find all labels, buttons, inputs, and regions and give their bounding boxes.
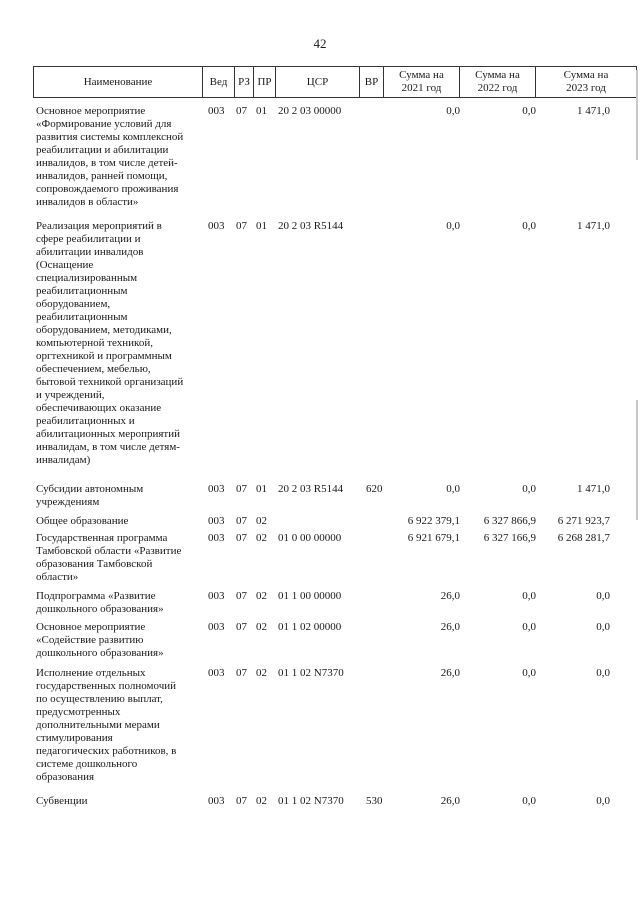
row-sum-2021: 26,0 [440, 590, 460, 602]
row-pr: 02 [256, 667, 267, 679]
row-sum-2021: 0,0 [446, 220, 460, 232]
row-ved: 003 [208, 621, 225, 633]
row-sum-2022: 0,0 [522, 795, 536, 807]
row-sum-2022: 0,0 [522, 621, 536, 633]
row-sum-2021: 6 922 379,1 [407, 515, 460, 527]
row-name: Основное мероприятие «Содействие развитию дошкольного образования» [36, 621, 164, 659]
row-csr: 01 1 02 N7370 [278, 795, 344, 807]
row-pr: 01 [256, 483, 267, 495]
row-vr: 530 [366, 795, 383, 807]
row-sum-2023: 0,0 [596, 621, 610, 633]
row-ved: 003 [208, 667, 225, 679]
row-pr: 02 [256, 621, 267, 633]
row-rz: 07 [236, 515, 247, 527]
row-sum-2023: 6 271 923,7 [557, 515, 610, 527]
row-ved: 003 [208, 795, 225, 807]
row-pr: 02 [256, 590, 267, 602]
row-ved: 003 [208, 590, 225, 602]
row-rz: 07 [236, 483, 247, 495]
row-sum-2023: 0,0 [596, 795, 610, 807]
row-sum-2022: 0,0 [522, 667, 536, 679]
row-sum-2021: 6 921 679,1 [407, 532, 460, 544]
header-ved: Вед [202, 67, 234, 97]
row-name: Исполнение отдельных государственных полномочий по осуществлению выплат, предусмотренных дополнительными мерами стимулирования педагогических работников, в системе дошкольного образования [36, 667, 177, 783]
row-sum-2023: 1 471,0 [577, 105, 610, 117]
header-pr: ПР [253, 67, 275, 97]
row-pr: 02 [256, 532, 267, 544]
page-number: 42 [313, 36, 327, 51]
row-sum-2022: 0,0 [522, 483, 536, 495]
row-sum-2021: 0,0 [446, 105, 460, 117]
row-sum-2022: 0,0 [522, 590, 536, 602]
row-sum-2023: 1 471,0 [577, 483, 610, 495]
row-pr: 02 [256, 795, 267, 807]
header-sum-2021: Сумма на 2021 год [383, 67, 459, 97]
row-rz: 07 [236, 590, 247, 602]
row-csr: 20 2 03 R5144 [278, 483, 344, 495]
row-rz: 07 [236, 795, 247, 807]
row-rz: 07 [236, 621, 247, 633]
header-sum-2022: Сумма на 2022 год [459, 67, 535, 97]
row-sum-2021: 26,0 [440, 667, 460, 679]
scan-edge-mark [636, 400, 638, 520]
row-name: Общее образование [36, 515, 129, 527]
row-sum-2021: 26,0 [440, 621, 460, 633]
header-csr: ЦСР [275, 67, 359, 97]
header-rz: РЗ [234, 67, 253, 97]
row-ved: 003 [208, 483, 225, 495]
header-sum-2023: Сумма на 2023 год [535, 67, 636, 97]
row-sum-2021: 0,0 [446, 483, 460, 495]
row-sum-2023: 0,0 [596, 667, 610, 679]
row-name: Субсидии автономным учреждениям [36, 483, 144, 508]
row-csr: 01 1 00 00000 [278, 590, 342, 602]
row-pr: 01 [256, 220, 267, 232]
row-rz: 07 [236, 105, 247, 117]
row-csr: 20 2 03 00000 [278, 105, 342, 117]
row-csr: 01 1 02 N7370 [278, 667, 344, 679]
row-name: Реализация мероприятий в сфере реабилитации и абилитации инвалидов (Оснащение специализированным реабилитационным оборудованием, реабилитационным оборудованием, методиками, компьютерной техникой, оргтехникой и программным обеспечением, мебелью, бытовой техникой организаций и учреждений, обеспечивающих оказание реабилитационных и абилитационных мероприятий инвалидам, в том числе детям- инвалидам) [36, 220, 184, 466]
row-ved: 003 [208, 220, 225, 232]
row-sum-2023: 6 268 281,7 [557, 532, 610, 544]
row-sum-2023: 0,0 [596, 590, 610, 602]
row-name: Подпрограмма «Развитие дошкольного образования» [36, 590, 164, 615]
row-ved: 003 [208, 532, 225, 544]
row-sum-2022: 6 327 166,9 [483, 532, 536, 544]
row-name: Субвенции [36, 795, 88, 807]
scan-edge-mark [636, 70, 638, 160]
row-sum-2023: 1 471,0 [577, 220, 610, 232]
row-rz: 07 [236, 220, 247, 232]
row-vr: 620 [366, 483, 383, 495]
row-rz: 07 [236, 532, 247, 544]
row-sum-2022: 0,0 [522, 220, 536, 232]
row-ved: 003 [208, 515, 225, 527]
row-sum-2021: 26,0 [440, 795, 460, 807]
row-ved: 003 [208, 105, 225, 117]
row-sum-2022: 0,0 [522, 105, 536, 117]
row-rz: 07 [236, 667, 247, 679]
row-csr: 01 1 02 00000 [278, 621, 342, 633]
row-pr: 01 [256, 105, 267, 117]
row-csr: 01 0 00 00000 [278, 532, 342, 544]
row-pr: 02 [256, 515, 267, 527]
header-name: Наименование [83, 75, 153, 88]
row-name: Государственная программа Тамбовской области «Развитие образования Тамбовской области» [36, 532, 182, 583]
header-vr: ВР [359, 67, 383, 97]
row-name: Основное мероприятие «Формирование условий для развития системы комплексной реабилитации и абилитации инвалидов, в том числе детей- инвалидов, ранней помощи, сопровождаемого проживания инвалидов в области» [36, 105, 184, 208]
table-header [33, 66, 637, 98]
row-csr: 20 2 03 R5144 [278, 220, 344, 232]
row-sum-2022: 6 327 866,9 [483, 515, 536, 527]
